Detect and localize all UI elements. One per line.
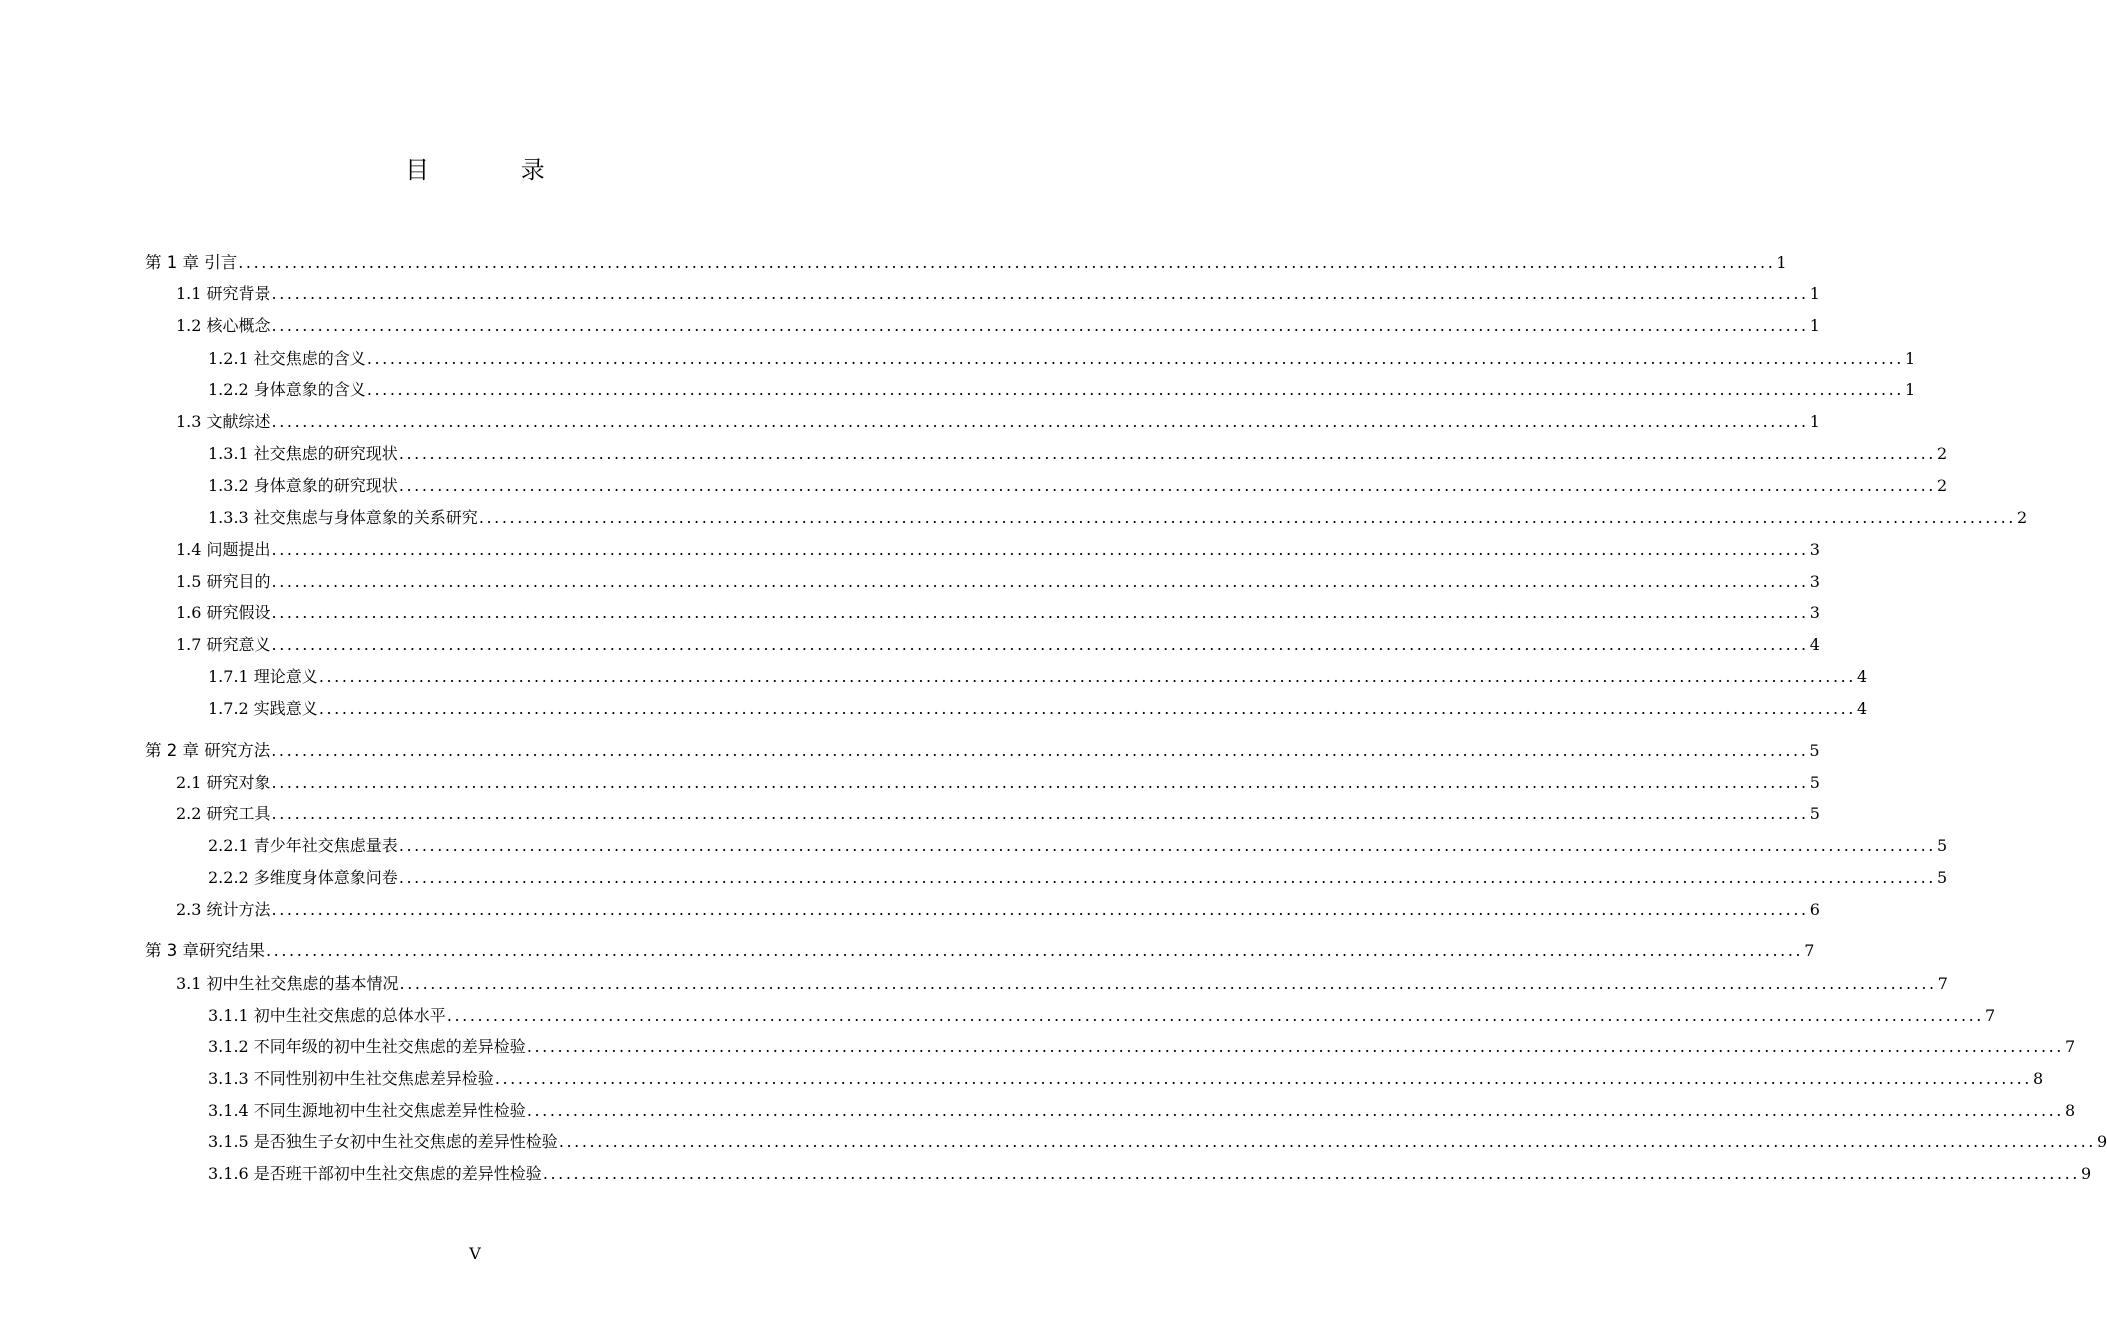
toc-title: 目 录: [405, 156, 587, 184]
toc-section-entry[interactable]: [176, 770, 1820, 796]
toc-entry-page: 9: [2097, 1132, 2107, 1151]
toc-subsection-entry[interactable]: [208, 833, 1948, 859]
toc-dot-leader: ........................................................................................................................................................................................................: [271, 316, 1809, 335]
toc-entry-page: 4: [1857, 699, 1868, 718]
toc-entry-page: 7: [1985, 1006, 1996, 1025]
toc-subsection-entry[interactable]: [208, 664, 1868, 690]
toc-section-entry[interactable]: [176, 971, 1948, 997]
toc-entry-label: 3.1.6 是否班干部初中生社交焦虑的差异性检验: [208, 1164, 542, 1183]
toc-entry-page: 9: [2081, 1164, 2092, 1183]
toc-entry-label: 1.4 问题提出: [176, 540, 271, 559]
toc-section-entry[interactable]: [176, 281, 1820, 307]
toc-dot-leader: ........................................................................................................................................................................................................: [271, 773, 1809, 792]
toc-dot-leader: ........................................................................................................................................................................................................: [271, 804, 1809, 823]
toc-entry-page: 1: [1905, 349, 1916, 368]
toc-subsection-entry[interactable]: [208, 1161, 2092, 1187]
toc-entry-page: 1: [1809, 316, 1820, 335]
toc-entry-page: 3: [1809, 540, 1820, 559]
toc-subsection-entry[interactable]: [208, 1066, 2044, 1092]
toc-subsection-entry[interactable]: [208, 1003, 1996, 1029]
toc-entry-page: 5: [1809, 773, 1820, 792]
toc-chapter-entry[interactable]: [145, 250, 1787, 276]
toc-dot-leader: ........................................................................................................................................................................................................: [271, 284, 1809, 303]
toc-dot-leader: ........................................................................................................................................................................................................: [398, 444, 1936, 463]
toc-subsection-entry[interactable]: [208, 1034, 2076, 1060]
toc-entry-label: 3.1 初中生社交焦虑的基本情况: [176, 974, 399, 993]
toc-entry-label: 3.1.5 是否独生子女初中生社交焦虑的差异性检验: [208, 1132, 558, 1151]
toc-subsection-entry[interactable]: [208, 505, 2028, 531]
toc-entry-label: 1.3.1 社交焦虑的研究现状: [208, 444, 398, 463]
toc-dot-leader: ........................................................................................................................................................................................................: [318, 699, 1856, 718]
toc-entry-label: 2.3 统计方法: [176, 900, 271, 919]
toc-dot-leader: ........................................................................................................................................................................................................: [446, 1006, 1984, 1025]
toc-entry-page: 8: [2065, 1101, 2076, 1120]
toc-dot-leader: ........................................................................................................................................................................................................: [318, 667, 1856, 686]
toc-dot-leader: ........................................................................................................................................................................................................: [478, 508, 2016, 527]
toc-subsection-entry[interactable]: [208, 865, 1948, 891]
toc-entry-label: 2.2.2 多维度身体意象问卷: [208, 868, 398, 887]
toc-dot-leader: ........................................................................................................................................................................................................: [542, 1164, 2080, 1183]
toc-entry-page: 5: [1809, 804, 1820, 823]
toc-dot-leader: ........................................................................................................................................................................................................: [271, 635, 1809, 654]
toc-entry-label: 2.2 研究工具: [176, 804, 271, 823]
toc-dot-leader: ........................................................................................................................................................................................................: [398, 836, 1936, 855]
toc-entry-page: 7: [2065, 1037, 2076, 1056]
page-number: V: [469, 1244, 481, 1263]
toc-dot-leader: ........................................................................................................................................................................................................: [271, 540, 1809, 559]
toc-entry-label: 1.1 研究背景: [176, 284, 271, 303]
toc-subsection-entry[interactable]: [208, 346, 1916, 372]
toc-dot-leader: ........................................................................................................................................................................................................: [494, 1069, 2032, 1088]
toc-subsection-entry[interactable]: [208, 441, 1948, 467]
toc-dot-leader: ........................................................................................................................................................................................................: [399, 974, 1937, 993]
toc-entry-page: 1: [1809, 284, 1820, 303]
toc-dot-leader: ........................................................................................................................................................................................................: [366, 349, 1904, 368]
toc-entry-page: 4: [1857, 667, 1868, 686]
toc-entry-page: 7: [1804, 941, 1815, 960]
toc-dot-leader: ........................................................................................................................................................................................................: [271, 603, 1809, 622]
toc-entry-label: 3.1.3 不同性别初中生社交焦虑差异检验: [208, 1069, 494, 1088]
toc-dot-leader: ........................................................................................................................................................................................................: [526, 1037, 2064, 1056]
toc-entry-page: 5: [1937, 868, 1948, 887]
toc-entry-label: 1.3 文献综述: [176, 412, 271, 431]
toc-subsection-entry[interactable]: [208, 377, 1916, 403]
toc-dot-leader: ........................................................................................................................................................................................................: [238, 253, 1776, 272]
toc-entry-page: 5: [1809, 741, 1820, 760]
toc-section-entry[interactable]: [176, 537, 1820, 563]
toc-entry-label: 第 2 章 研究方法: [145, 741, 271, 760]
toc-section-entry[interactable]: [176, 313, 1820, 339]
toc-entry-page: 1: [1905, 380, 1916, 399]
toc-chapter-entry[interactable]: [145, 938, 1815, 964]
toc-section-entry[interactable]: [176, 801, 1820, 827]
toc-section-entry[interactable]: [176, 569, 1820, 595]
toc-entry-page: 8: [2033, 1069, 2044, 1088]
toc-entry-label: 1.5 研究目的: [176, 572, 271, 591]
toc-entry-page: 5: [1937, 836, 1948, 855]
toc-dot-leader: ........................................................................................................................................................................................................: [271, 412, 1809, 431]
toc-dot-leader: ........................................................................................................................................................................................................: [366, 380, 1904, 399]
toc-entry-label: 1.2.2 身体意象的含义: [208, 380, 366, 399]
toc-dot-leader: ........................................................................................................................................................................................................: [271, 572, 1809, 591]
toc-entry-label: 2.2.1 青少年社交焦虑量表: [208, 836, 398, 855]
toc-dot-leader: ........................................................................................................................................................................................................: [526, 1101, 2064, 1120]
toc-dot-leader: ........................................................................................................................................................................................................: [271, 900, 1809, 919]
toc-entry-label: 3.1.4 不同生源地初中生社交焦虑差异性检验: [208, 1101, 526, 1120]
toc-entry-page: 7: [1937, 974, 1948, 993]
toc-dot-leader: ........................................................................................................................................................................................................: [266, 941, 1804, 960]
toc-entry-page: 2: [1937, 476, 1948, 495]
toc-entry-page: 2: [2017, 508, 2028, 527]
toc-entry-label: 1.7.2 实践意义: [208, 699, 318, 718]
toc-entry-page: 3: [1809, 603, 1820, 622]
toc-dot-leader: ........................................................................................................................................................................................................: [398, 476, 1936, 495]
toc-chapter-entry[interactable]: [145, 738, 1820, 764]
toc-entry-label: 3.1.1 初中生社交焦虑的总体水平: [208, 1006, 446, 1025]
toc-subsection-entry[interactable]: [208, 696, 1868, 722]
toc-entry-label: 2.1 研究对象: [176, 773, 271, 792]
toc-subsection-entry[interactable]: [208, 1129, 2107, 1155]
toc-subsection-entry[interactable]: [208, 1098, 2076, 1124]
toc-entry-page: 1: [1809, 412, 1820, 431]
toc-entry-label: 1.2 核心概念: [176, 316, 271, 335]
toc-entry-label: 3.1.2 不同年级的初中生社交焦虑的差异检验: [208, 1037, 526, 1056]
toc-entry-label: 第 3 章研究结果: [145, 941, 265, 960]
toc-section-entry[interactable]: [176, 409, 1820, 435]
toc-section-entry[interactable]: [176, 632, 1820, 658]
toc-entry-page: 1: [1776, 253, 1787, 272]
toc-section-entry[interactable]: [176, 897, 1820, 923]
toc-entry-label: 1.3.3 社交焦虑与身体意象的关系研究: [208, 508, 478, 527]
toc-entry-page: 4: [1809, 635, 1820, 654]
toc-dot-leader: ........................................................................................................................................................................................................: [271, 741, 1809, 760]
toc-entry-label: 1.7.1 理论意义: [208, 667, 318, 686]
toc-section-entry[interactable]: [176, 600, 1820, 626]
toc-dot-leader: ........................................................................................................................................................................................................: [398, 868, 1936, 887]
toc-entry-label: 1.3.2 身体意象的研究现状: [208, 476, 398, 495]
toc-entry-label: 第 1 章 引言: [145, 253, 238, 272]
toc-dot-leader: ........................................................................................................................................................................................................: [558, 1132, 2096, 1151]
toc-entry-label: 1.7 研究意义: [176, 635, 271, 654]
toc-entry-label: 1.2.1 社交焦虑的含义: [208, 349, 366, 368]
toc-entry-page: 2: [1937, 444, 1948, 463]
toc-subsection-entry[interactable]: [208, 473, 1948, 499]
toc-entry-label: 1.6 研究假设: [176, 603, 271, 622]
toc-entry-page: 3: [1809, 572, 1820, 591]
toc-entry-page: 6: [1809, 900, 1820, 919]
